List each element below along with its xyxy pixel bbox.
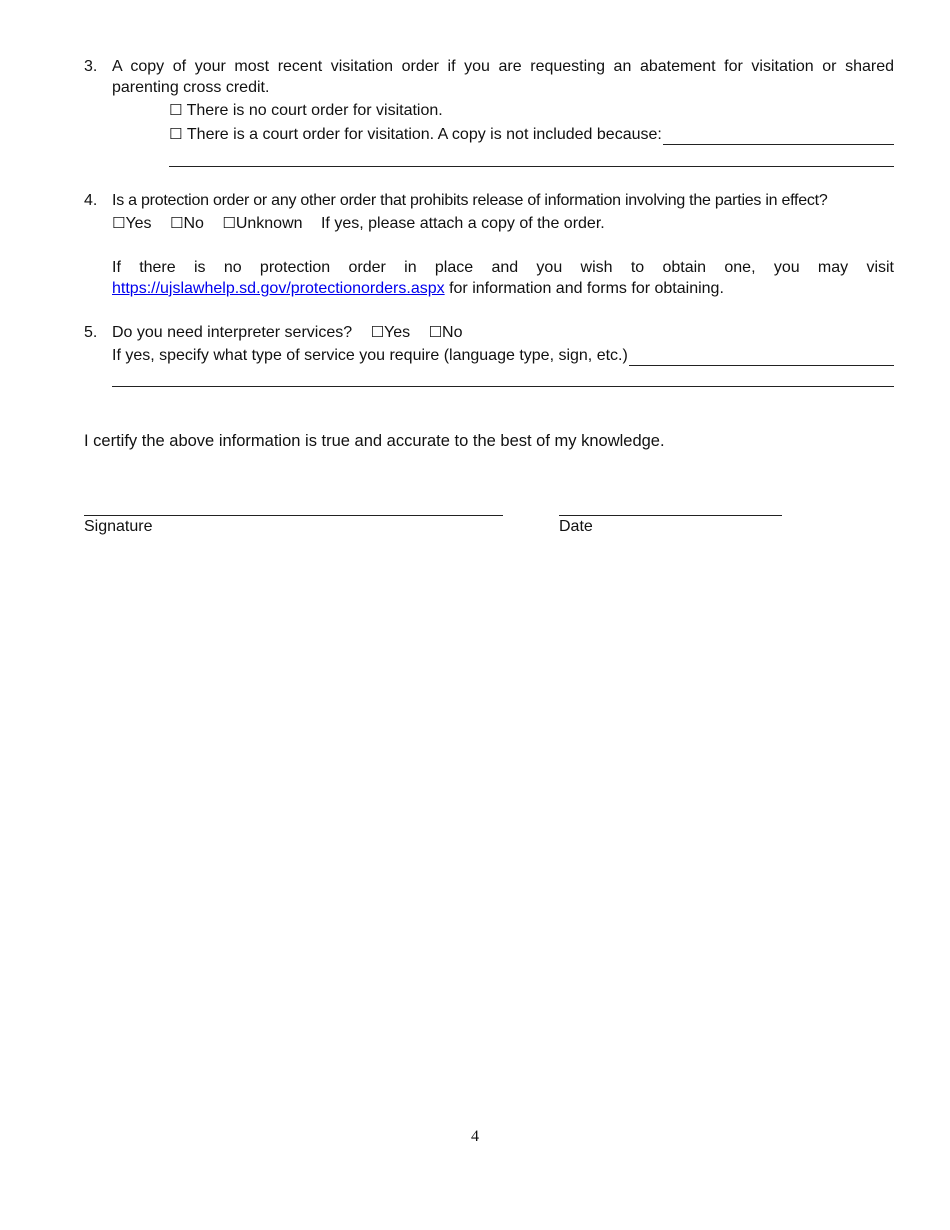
item-5 [84,322,894,392]
court-order-option[interactable] [169,124,894,145]
date-line[interactable] [559,514,782,516]
item-number: 4. [84,192,98,209]
protection-order-question: Is a protection order or any other order that prohibits release of information involving the parties in effect? [112,192,828,209]
item-3-body [112,56,894,167]
checkbox-icon[interactable]: ☐ [169,125,183,143]
no-court-order-label: There is no court order for visitation. [186,102,443,119]
interpreter-specify-line [112,345,894,366]
checkbox-icon[interactable]: ☐ [170,214,184,232]
yes-option[interactable] [112,215,152,232]
interpreter-specify-label: If yes, specify what type of service you require (language type, sign, etc.) [112,347,628,364]
yes-label: Yes [125,215,152,232]
checkbox-icon[interactable]: ☐ [169,101,183,119]
attach-note: If yes, please attach a copy of the order. [320,215,605,232]
no-option[interactable] [429,324,463,341]
interpreter-blank-line-2[interactable] [112,385,894,387]
checkbox-icon[interactable]: ☐ [370,323,385,341]
item-number: 5. [84,324,98,341]
signature-label: Signature [84,518,153,535]
unknown-label: Unknown [235,215,303,232]
checkbox-icon[interactable]: ☐ [112,214,126,232]
interpreter-question: Do you need interpreter services? [112,324,353,341]
no-court-order-option[interactable] [169,100,894,121]
no-option[interactable] [170,215,204,232]
item-4 [84,190,894,305]
certification-statement: I certify the above information is true and accurate to the best of my knowledge. [84,432,665,450]
unknown-option[interactable] [222,215,302,232]
protection-info-line: If there is no protection order in place and you wish to obtain one, you may visit [112,259,894,276]
item-3-text-line2: parenting cross credit. [112,79,270,96]
yes-label: Yes [384,324,411,341]
yes-option[interactable] [371,324,411,341]
protection-info-link-line [112,278,894,299]
protection-orders-link[interactable]: https://ujslawhelp.sd.gov/protectionorders.aspx [112,280,445,297]
item-5-body [112,322,894,387]
reason-blank-line[interactable] [663,127,894,145]
protection-info-after-link: for information and forms for obtaining. [449,280,724,297]
item-3 [84,56,894,171]
protection-order-options [112,213,894,234]
page-number: 4 [471,1128,479,1145]
interpreter-blank-line[interactable] [629,348,894,366]
no-label: No [442,324,463,341]
item-4-body [112,190,894,299]
no-label: No [183,215,204,232]
court-order-label: There is a court order for visitation. A copy is not included because: [186,126,662,143]
item-3-text-line1: A copy of your most recent visitation order if you are requesting an abatement for visitation or shared [112,58,894,75]
item-3-options [169,100,894,167]
interpreter-question-line [112,322,894,343]
checkbox-icon[interactable]: ☐ [428,323,443,341]
signature-line[interactable] [84,514,503,516]
checkbox-icon[interactable]: ☐ [222,214,236,232]
item-number: 3. [84,58,98,75]
reason-blank-line-2[interactable] [169,165,894,167]
date-label: Date [559,518,593,535]
